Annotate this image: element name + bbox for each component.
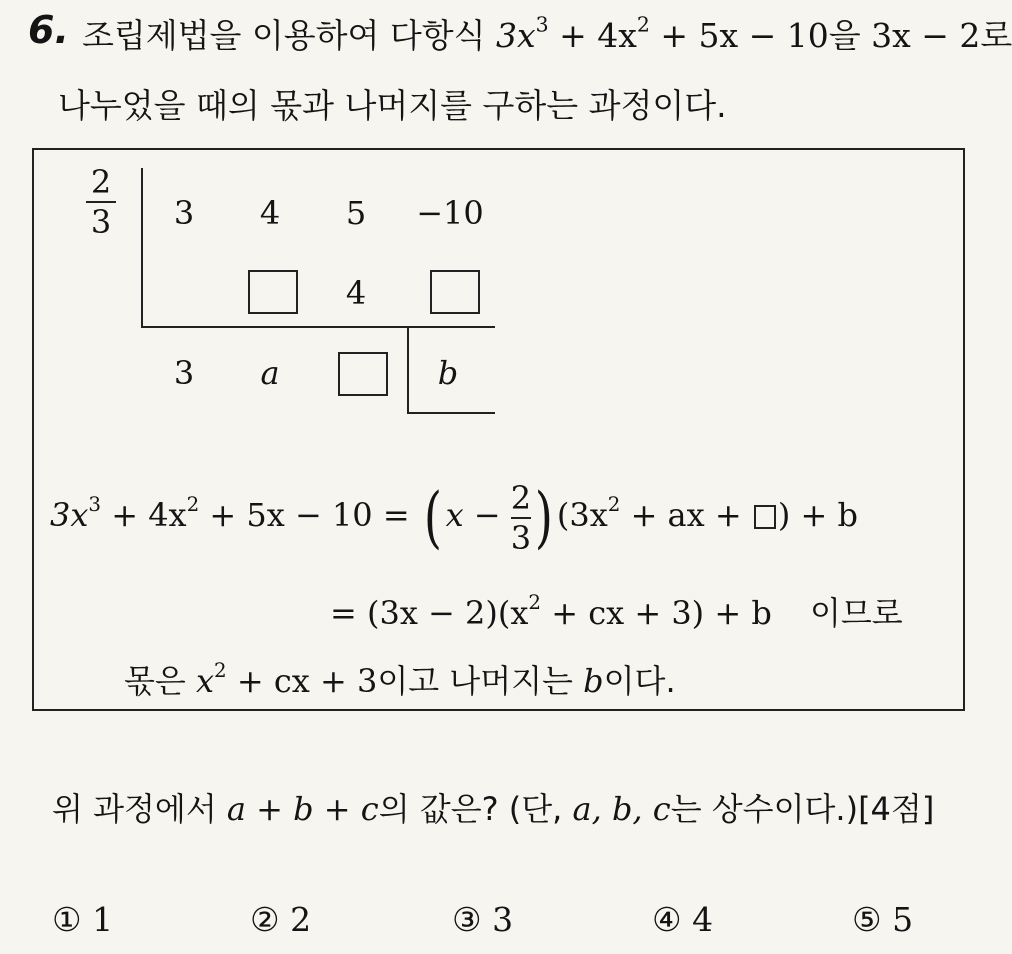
particle-eul: 을 bbox=[828, 16, 861, 55]
eq1-quotient-exp: 2 bbox=[607, 493, 621, 517]
eq1-quotient-open: (3x bbox=[556, 496, 608, 534]
eq2-suffix: 이므로 bbox=[809, 594, 903, 632]
question-number: 6. bbox=[28, 8, 69, 52]
row3-a: a bbox=[260, 354, 280, 392]
blank-box-row2-col2 bbox=[248, 270, 298, 314]
poly-exp-2: 2 bbox=[636, 12, 650, 37]
eq3-var: b bbox=[583, 662, 604, 700]
choice-5-value: 5 bbox=[892, 900, 914, 939]
eq3-prefix: 몫은 bbox=[124, 662, 186, 700]
choice-4-mark: ④ bbox=[652, 900, 682, 939]
eq1-frac-den: 3 bbox=[510, 518, 532, 557]
row3-first: 3 bbox=[173, 354, 195, 392]
coef-3: 5 bbox=[345, 194, 367, 232]
equation-1: $3x^3 + 4x^2 + 5x - 10$ = ( x − $\frac{2}{3}$ ) ($3x^2$ + ax + ) + b bbox=[50, 478, 858, 557]
eq2-part-a: = (3x − 2)(x bbox=[330, 594, 529, 632]
eq2-exp: 2 bbox=[528, 591, 542, 615]
eq1-frac-num: 2 bbox=[510, 478, 532, 517]
eq1-fraction bbox=[510, 478, 532, 557]
eq1-term-a: 3x bbox=[50, 496, 89, 534]
choice-3-mark: ③ bbox=[452, 900, 482, 939]
equation-3 bbox=[124, 656, 676, 702]
choice-3[interactable] bbox=[452, 900, 513, 939]
poly-term-1: 3x bbox=[496, 16, 536, 55]
choice-5-mark: ⑤ bbox=[852, 900, 882, 939]
choice-3-value: 3 bbox=[492, 900, 514, 939]
synthetic-horizontal-rule bbox=[141, 326, 495, 328]
choice-2-mark: ② bbox=[250, 900, 280, 939]
equation-2 bbox=[330, 588, 903, 634]
eq1-quotient-mid: + ax + bbox=[620, 496, 752, 534]
synthetic-divisor-denominator: 3 bbox=[90, 203, 112, 241]
poly-term-3: + 5x − 10 bbox=[649, 16, 829, 55]
synthetic-divisor-fraction bbox=[86, 163, 116, 241]
question-vars: a, b, c bbox=[572, 790, 671, 828]
eq1-x-minus: x − bbox=[445, 496, 511, 534]
eq3-exp: 2 bbox=[214, 659, 227, 683]
row2-value: 4 bbox=[345, 274, 367, 312]
choice-1[interactable] bbox=[52, 900, 113, 939]
choice-2[interactable] bbox=[250, 900, 311, 939]
poly-exp-3: 3 bbox=[535, 12, 549, 37]
synthetic-divisor-numerator: 2 bbox=[90, 163, 112, 201]
coef-4: −10 bbox=[416, 194, 484, 232]
problem-line-2: 나누었을 때의 몫과 나머지를 구하는 과정이다. bbox=[58, 86, 727, 125]
problem-line-1 bbox=[82, 10, 1012, 57]
eq1-term-c: + 5x − 10 = bbox=[199, 496, 420, 534]
blank-box-row3-col3 bbox=[338, 352, 388, 396]
question-text: 위 과정에서 bbox=[52, 790, 217, 828]
question-end: 는 상수이다.)[4점] bbox=[670, 790, 935, 828]
choice-2-value: 2 bbox=[290, 900, 312, 939]
eq1-term-b: + 4x bbox=[101, 496, 187, 534]
remainder-horizontal-rule bbox=[407, 412, 495, 414]
choice-5[interactable] bbox=[852, 900, 913, 939]
particle-ro: 로 bbox=[980, 16, 1012, 55]
polynomial bbox=[496, 12, 829, 55]
choice-4-value: 4 bbox=[692, 900, 714, 939]
eq2-part-b: + cx + 3) + b bbox=[541, 594, 772, 632]
coef-2: 4 bbox=[259, 194, 281, 232]
eq1-exp-2: 2 bbox=[186, 493, 200, 517]
blank-box-row2-col4 bbox=[430, 270, 480, 314]
divisor-expr: 3x − 2 bbox=[871, 16, 981, 55]
eq3-end: 이다. bbox=[603, 662, 676, 700]
eq1-exp-3: 3 bbox=[88, 493, 102, 517]
choice-1-value: 1 bbox=[92, 900, 114, 939]
choice-4[interactable] bbox=[652, 900, 713, 939]
question-tail: 의 값은? (단, bbox=[378, 790, 563, 828]
eq1-quotient-close: ) + b bbox=[777, 496, 858, 534]
row3-b: b bbox=[437, 354, 459, 392]
eq3-x: x bbox=[196, 662, 215, 700]
eq3-mid: 이고 나머지는 bbox=[377, 662, 573, 700]
problem-intro-text: 조립제법을 이용하여 다항식 bbox=[82, 16, 486, 55]
remainder-vertical-rule bbox=[407, 326, 409, 414]
choice-1-mark: ① bbox=[52, 900, 82, 939]
coef-1: 3 bbox=[173, 194, 195, 232]
eq3-expr: + cx + 3 bbox=[226, 662, 378, 700]
poly-term-2: + 4x bbox=[548, 16, 637, 55]
question-line bbox=[52, 784, 934, 830]
synthetic-vertical-rule bbox=[141, 168, 143, 328]
question-expr: a + b + c bbox=[226, 790, 379, 828]
eq1-blank-box bbox=[754, 505, 776, 529]
